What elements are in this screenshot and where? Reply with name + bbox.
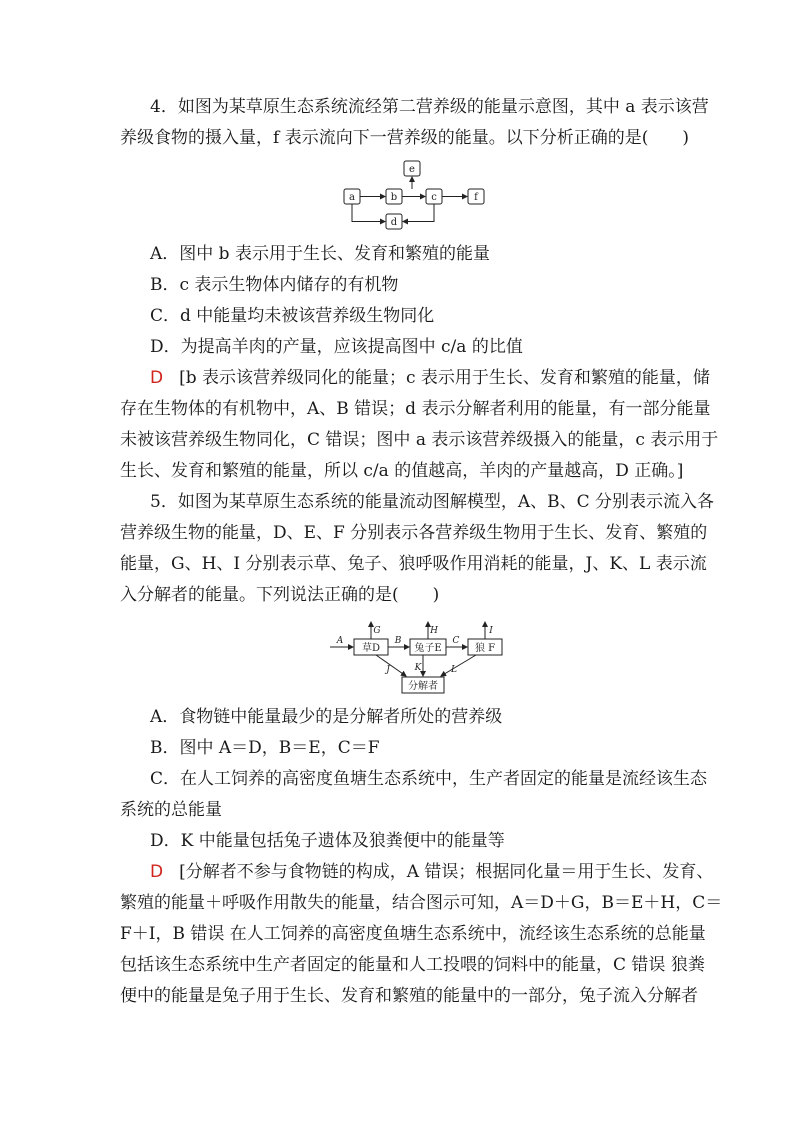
q4-option-d: D．为提高羊肉的产量，应该提高图中 c/a 的比值 — [150, 337, 523, 357]
q4-option-c: C．d 中能量均未被该营养级生物同化 — [150, 306, 435, 326]
q5-stem-line-2: 营养级生物的能量，D、E、F 分别表示各营养级生物用于生长、发育、繁殖的 — [120, 523, 708, 543]
q5-arrow-label-a: A — [336, 636, 344, 646]
q5-option-c-line-2: 系统的总能量 — [120, 800, 222, 820]
q5-option-a: A．食物链中能量最少的是分解者所处的营养级 — [150, 707, 503, 727]
q4-option-b: B．c 表示生物体内储存的有机物 — [150, 275, 399, 295]
q4-explanation-line-4: 生长、发育和繁殖的能量，所以 c/a 的值越高，羊肉的产量越高，D 正确。] — [120, 461, 684, 481]
q5-explanation-line-4: 包括该生态系统中生产者固定的能量和人工投喂的饲料中的能量，C 错误 狼粪 — [120, 955, 705, 975]
q5-option-c-line-1: C．在人工饲养的高密度鱼塘生态系统中，生产者固定的能量是流经该生态 — [150, 769, 708, 789]
q5-option-d: D．K 中能量包括兔子遗体及狼粪便中的能量等 — [150, 831, 505, 851]
q4-answer-letter: D — [150, 368, 164, 388]
q4-stem-line-2: 养级食物的摄入量，f 表示流向下一营养级的能量。以下分析正确的是( ) — [120, 128, 689, 148]
q5-arrow-label-h: H — [430, 626, 438, 636]
q4-node-d: d — [390, 217, 398, 228]
q5-answer-letter: D — [150, 862, 164, 882]
q4-explanation-line-2: 存在生物体的有机物中，A、B 错误；d 表示分解者利用的能量，有一部分能量 — [120, 399, 711, 419]
q5-box-rabbit-label: 兔子E — [414, 643, 442, 654]
q4-stem-line-1: 4．如图为某草原生态系统流经第二营养级的能量示意图，其中 a 表示该营 — [150, 97, 709, 117]
q5-explanation-line-5: 便中的能量是兔子用于生长、发育和繁殖的能量中的一部分，兔子流入分解者 — [120, 986, 698, 1006]
q4-explanation-line-1 — [150, 367, 710, 389]
q4-energy-diagram — [340, 158, 490, 230]
q5-arrow-label-l: L — [451, 665, 457, 675]
q5-box-grass-label: 草D — [361, 643, 381, 654]
q4-node-c: c — [431, 192, 437, 203]
q5-arrow-label-b: B — [394, 636, 402, 646]
q5-explanation-text-1: [分解者不参与食物链的构成，A 错误；根据同化量＝用于生长、发育、 — [179, 862, 714, 882]
q5-arrow-label-k: K — [414, 663, 422, 673]
q5-stem-line-1: 5．如图为某草原生态系统的能量流动图解模型，A、B、C 分别表示流入各 — [150, 492, 714, 512]
q5-explanation-line-2: 繁殖的能量＋呼吸作用散失的能量，结合图示可知，A＝D＋G，B＝E＋H，C＝ — [120, 893, 723, 913]
q5-arrow-label-i: I — [489, 626, 493, 636]
q5-arrow-label-j: J — [386, 665, 390, 675]
q5-explanation-line-3: F＋I，B 错误 在人工饲养的高密度鱼塘生态系统中，流经该生态系统的总能量 — [120, 924, 706, 944]
q5-energy-flow-diagram — [326, 618, 506, 696]
q4-node-e: e — [409, 164, 415, 175]
q4-explanation-line-3: 未被该营养级生物同化，C 错误；图中 a 表示该营养级摄入的能量，c 表示用于 — [120, 430, 719, 450]
q5-arrow-label-g: G — [373, 626, 381, 636]
q4-option-a: A．图中 b 表示用于生长、发育和繁殖的能量 — [150, 244, 490, 264]
q4-explanation-text-1: [b 表示该营养级同化的能量；c 表示用于生长、发育和繁殖的能量，储 — [179, 368, 710, 388]
q4-node-f: f — [474, 192, 478, 203]
q4-node-b: b — [390, 192, 398, 203]
q5-box-wolf-label: 狼 F — [474, 643, 496, 654]
q5-box-decomposer-label: 分解者 — [408, 681, 438, 692]
q5-arrow-label-c: C — [452, 636, 460, 646]
q5-explanation-line-1 — [150, 861, 714, 883]
q4-node-a: a — [349, 192, 355, 203]
q5-option-b: B．图中 A＝D，B＝E，C＝F — [150, 738, 380, 758]
q5-stem-line-3: 能量，G、H、I 分别表示草、兔子、狼呼吸作用消耗的能量，J、K、L 表示流 — [120, 554, 707, 574]
q5-stem-line-4: 入分解者的能量。下列说法正确的是( ) — [120, 585, 440, 605]
